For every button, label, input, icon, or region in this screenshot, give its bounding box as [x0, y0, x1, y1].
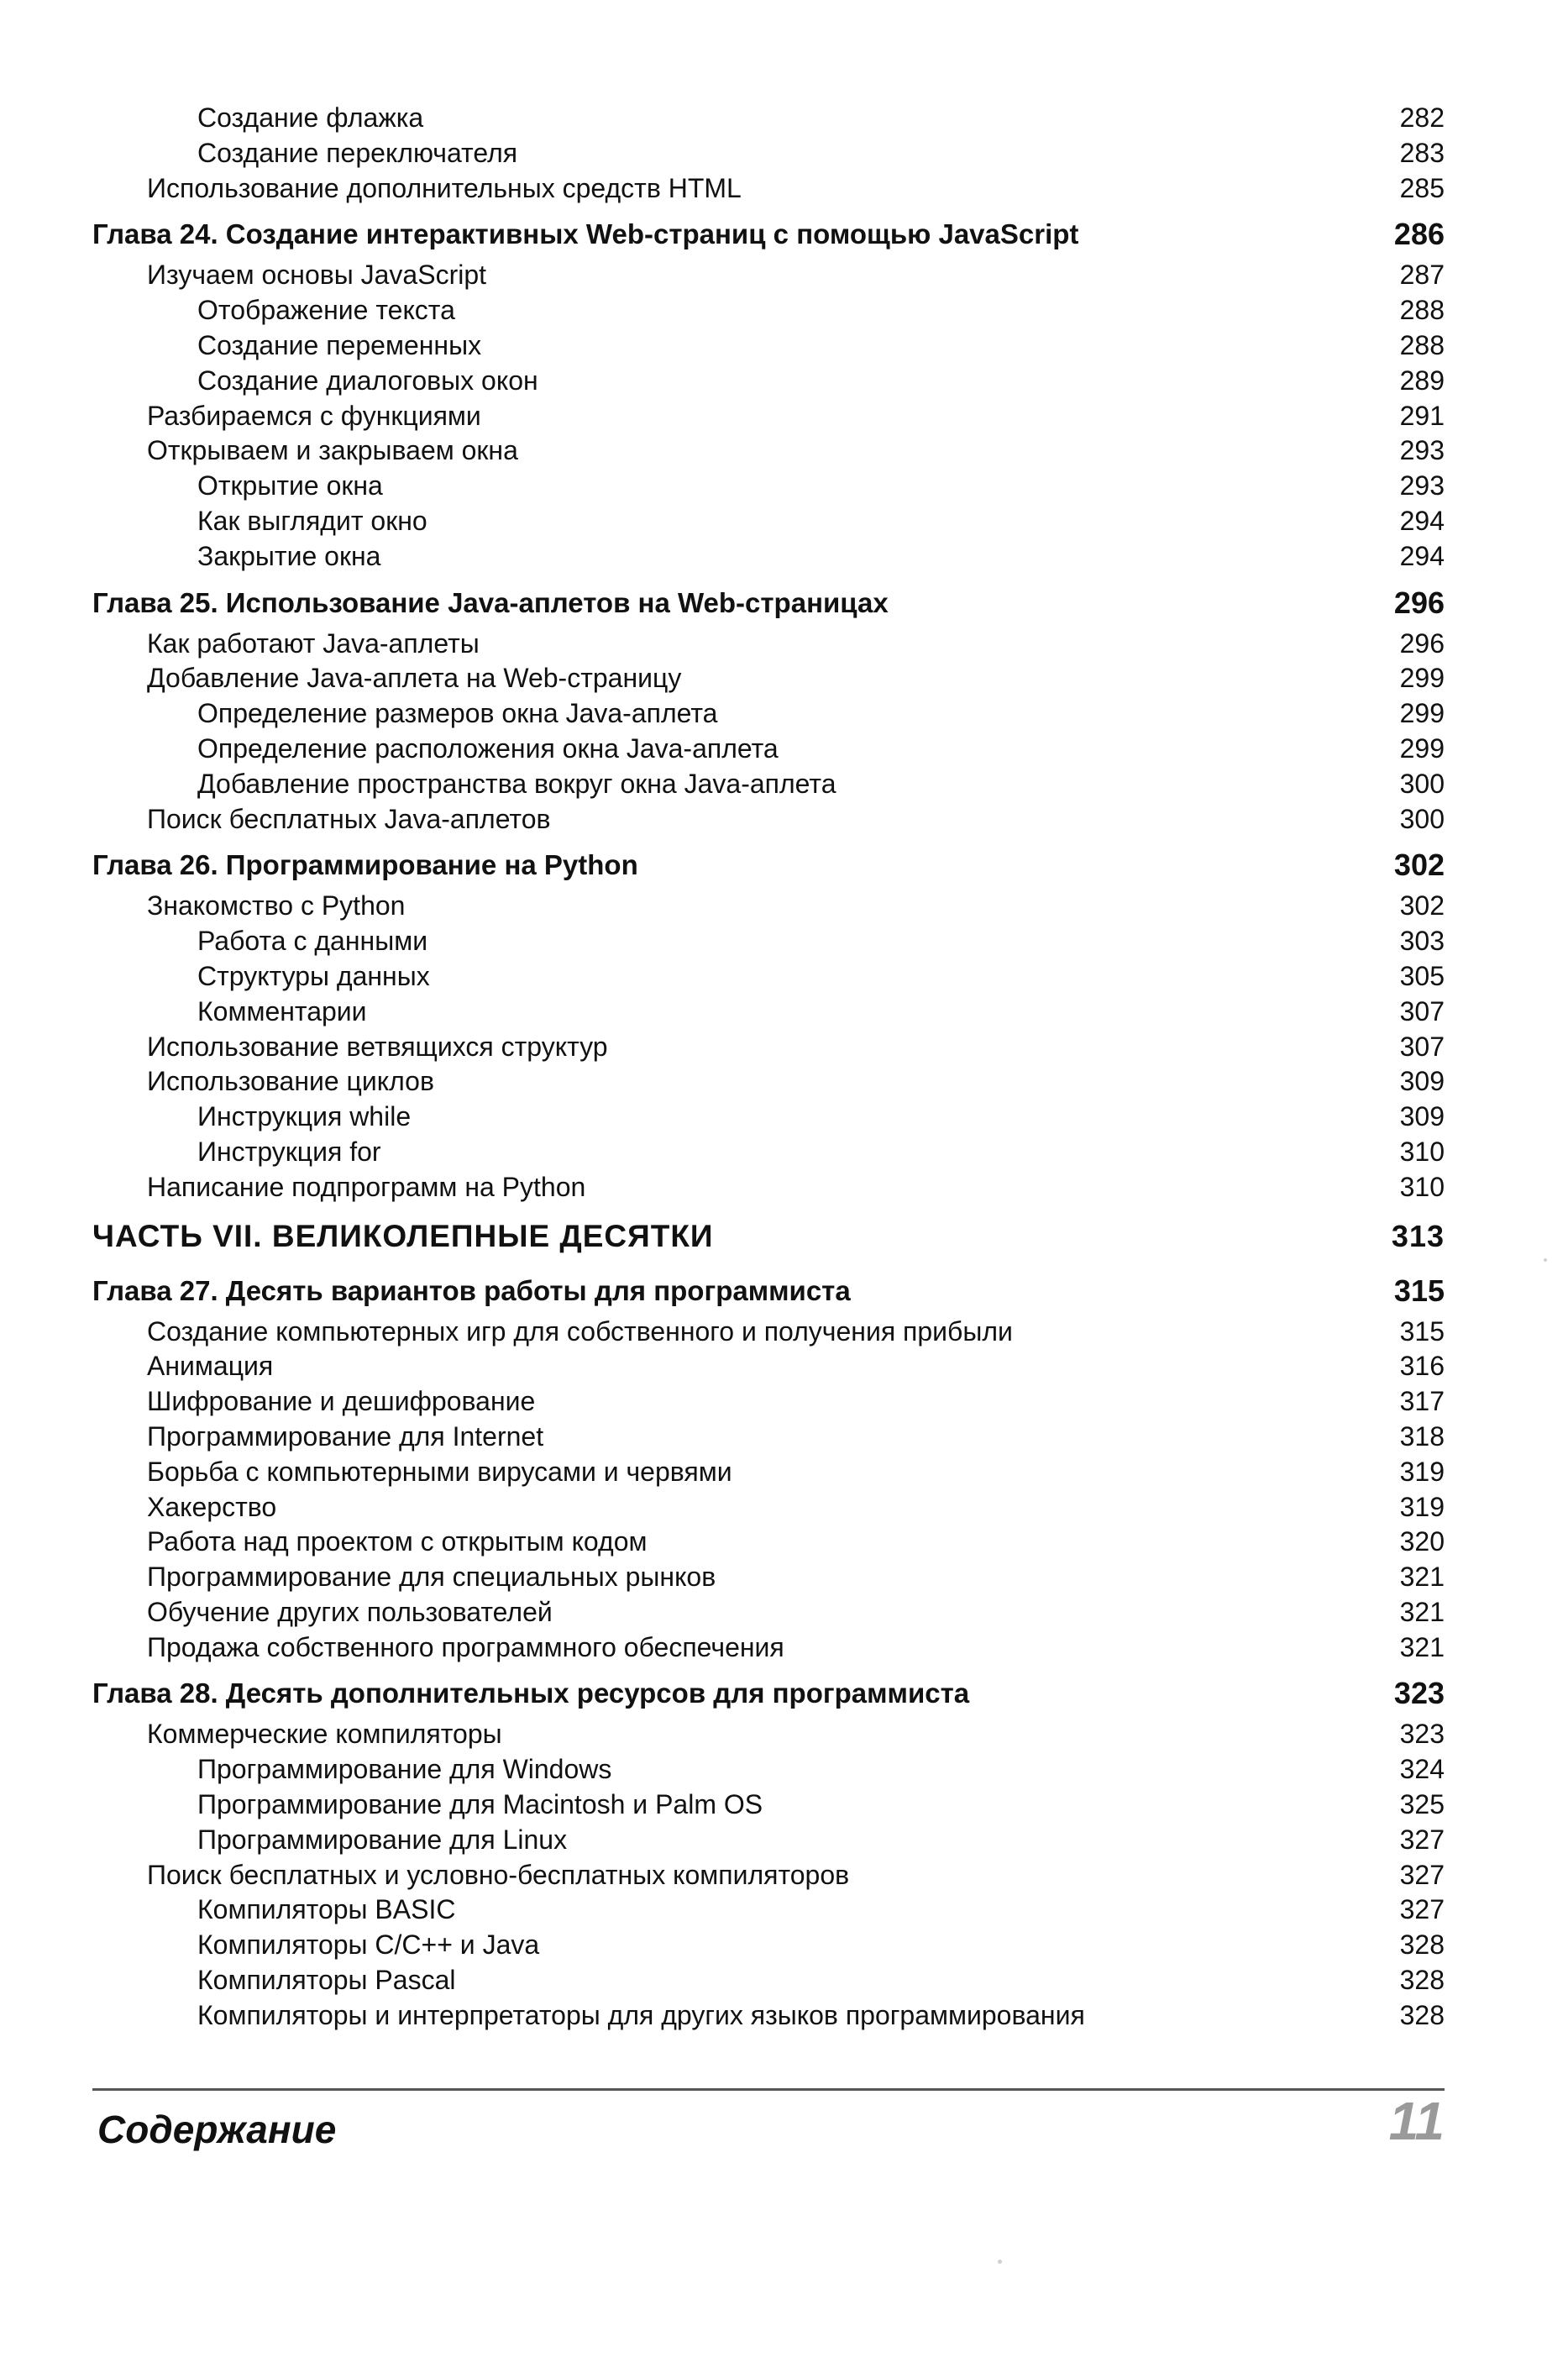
toc-entry-page: 328 — [1399, 1999, 1445, 2030]
toc-entry-page: 282 — [1399, 102, 1445, 133]
toc-entry-title: Инструкция for — [197, 1136, 381, 1167]
toc-entry-page: 315 — [1399, 1315, 1445, 1347]
toc-entry-page: 317 — [1399, 1386, 1445, 1417]
toc-entry — [92, 1560, 1445, 1595]
toc-entry — [92, 328, 1445, 364]
toc-entry-page: 300 — [1399, 768, 1445, 799]
toc-entry-title: Создание переключателя — [197, 137, 518, 168]
toc-entry — [92, 995, 1445, 1030]
toc-entry-page: 286 — [1393, 217, 1445, 252]
toc-entry-title: Создание переменных — [197, 329, 482, 360]
toc-entry-page: 316 — [1399, 1351, 1445, 1382]
toc-entry-title: Работа над проектом с открытым кодом — [147, 1526, 648, 1557]
toc-heading-row — [92, 842, 1445, 889]
toc-entry — [92, 924, 1445, 959]
toc-entry-page: 321 — [1399, 1562, 1445, 1593]
toc-entry — [92, 1030, 1445, 1065]
toc-entry-title: Структуры данных — [197, 960, 430, 991]
toc-entry-title: Глава 27. Десять вариантов работы для программиста — [92, 1274, 851, 1306]
toc-entry-page: 323 — [1393, 1676, 1445, 1711]
toc-entry-title: Использование ветвящихся структур — [147, 1031, 608, 1062]
toc-entry-title: Создание флажка — [197, 102, 424, 133]
toc-entry-page: 303 — [1399, 926, 1445, 957]
toc-entry-page: 291 — [1399, 400, 1445, 431]
toc-entry-page: 296 — [1393, 585, 1445, 620]
toc-entry — [92, 364, 1445, 399]
toc-entry-page: 287 — [1399, 260, 1445, 291]
toc-heading-row — [92, 1268, 1445, 1315]
toc-entry — [92, 627, 1445, 662]
toc-entry-page: 299 — [1399, 732, 1445, 764]
toc-entry-title: Программирование для Linux — [197, 1824, 568, 1855]
toc-entry-page: 309 — [1399, 1066, 1445, 1097]
toc-entry-page: 313 — [1391, 1218, 1445, 1253]
toc-entry-title: Как выглядит окно — [197, 505, 427, 536]
toc-entry — [92, 504, 1445, 539]
toc-entry — [92, 1717, 1445, 1752]
toc-entry-title: Разбираемся с функциями — [147, 400, 481, 431]
toc-entry — [92, 539, 1445, 575]
toc-entry-title: ЧАСТЬ VII. ВЕЛИКОЛЕПНЫЕ ДЕСЯТКИ — [92, 1218, 714, 1253]
toc-entry — [92, 1928, 1445, 1963]
toc-entry — [92, 1384, 1445, 1420]
toc-entry-title: Использование дополнительных средств HTML — [147, 172, 742, 203]
toc-entry-title: Определение расположения окна Java-аплета — [197, 732, 779, 764]
toc-entry-page: 302 — [1399, 890, 1445, 921]
footer-section-title: Содержание — [97, 2108, 337, 2151]
table-of-contents — [92, 101, 1445, 2034]
toc-entry-title: Борьба с компьютерными вирусами и червями — [147, 1456, 732, 1487]
toc-entry — [92, 1630, 1445, 1666]
toc-entry-page: 310 — [1399, 1136, 1445, 1167]
toc-entry-page: 315 — [1393, 1273, 1445, 1308]
toc-heading-row — [92, 1670, 1445, 1717]
toc-entry — [92, 959, 1445, 995]
toc-entry-page: 307 — [1399, 995, 1445, 1026]
toc-entry — [92, 293, 1445, 328]
toc-entry-page: 327 — [1399, 1894, 1445, 1925]
toc-entry-title: Добавление пространства вокруг окна Java-аплета — [197, 768, 836, 799]
toc-entry — [92, 732, 1445, 767]
toc-entry-page: 327 — [1399, 1824, 1445, 1855]
toc-entry-title: Программирование для Internet — [147, 1420, 544, 1452]
toc-entry — [92, 136, 1445, 171]
toc-entry — [92, 1963, 1445, 1998]
toc-entry-page: 305 — [1399, 960, 1445, 991]
toc-entry — [92, 1998, 1445, 2034]
toc-entry-title: Глава 25. Использование Java-аплетов на Web-страницах — [92, 586, 889, 618]
toc-entry-title: Изучаем основы JavaScript — [147, 260, 487, 291]
toc-entry-title: Определение размеров окна Java-аплета — [197, 698, 718, 729]
toc-entry-page: 319 — [1399, 1456, 1445, 1487]
toc-entry-page: 328 — [1399, 1929, 1445, 1961]
toc-entry-title: Работа с данными — [197, 926, 428, 957]
toc-entry — [92, 1349, 1445, 1384]
toc-entry-title: Компиляторы и интерпретаторы для других языков программирования — [197, 1999, 1085, 2030]
toc-entry — [92, 1064, 1445, 1100]
toc-entry-page: 300 — [1399, 803, 1445, 834]
toc-entry-title: Создание компьютерных игр для собственного и получения прибыли — [147, 1315, 1013, 1347]
toc-entry — [92, 1525, 1445, 1560]
toc-entry-title: Компиляторы C/C++ и Java — [197, 1929, 540, 1961]
toc-entry — [92, 1170, 1445, 1205]
toc-entry — [92, 1315, 1445, 1350]
toc-entry-page: 327 — [1399, 1859, 1445, 1890]
toc-heading-row — [92, 211, 1445, 258]
toc-entry-page: 319 — [1399, 1491, 1445, 1522]
toc-entry-page: 325 — [1399, 1789, 1445, 1820]
toc-entry-title: Компиляторы BASIC — [197, 1894, 456, 1925]
toc-entry — [92, 101, 1445, 136]
toc-entry — [92, 1420, 1445, 1455]
toc-entry-title: Обучение других пользователей — [147, 1596, 553, 1627]
toc-entry — [92, 1752, 1445, 1788]
toc-entry — [92, 433, 1445, 469]
toc-entry-title: Хакерство — [147, 1491, 277, 1522]
toc-entry-page: 289 — [1399, 365, 1445, 396]
toc-entry-page: 321 — [1399, 1596, 1445, 1627]
toc-entry-title: Написание подпрограмм на Python — [147, 1171, 586, 1202]
toc-entry-title: Открываем и закрываем окна — [147, 435, 518, 466]
toc-entry-title: Знакомство с Python — [147, 890, 406, 921]
toc-entry-title: Как работают Java-аплеты — [147, 627, 480, 659]
toc-entry-page: 310 — [1399, 1171, 1445, 1202]
toc-entry-page: 299 — [1399, 663, 1445, 694]
toc-entry — [92, 802, 1445, 837]
toc-entry-page: 318 — [1399, 1420, 1445, 1452]
toc-entry-page: 293 — [1399, 435, 1445, 466]
toc-entry — [92, 661, 1445, 696]
toc-entry-page: 283 — [1399, 137, 1445, 168]
toc-heading-row — [92, 1210, 1445, 1263]
toc-entry-title: Шифрование и дешифрование — [147, 1386, 536, 1417]
toc-entry-title: Закрытие окна — [197, 540, 381, 571]
page-number: 11 — [1388, 2091, 1445, 2151]
toc-entry — [92, 171, 1445, 207]
toc-entry-page: 296 — [1399, 627, 1445, 659]
toc-entry — [92, 889, 1445, 924]
toc-entry-page: 320 — [1399, 1526, 1445, 1557]
toc-entry — [92, 1455, 1445, 1490]
paper-speck — [998, 2260, 1002, 2264]
toc-entry-page: 321 — [1399, 1631, 1445, 1662]
toc-entry — [92, 1490, 1445, 1525]
toc-entry-title: Продажа собственного программного обеспечения — [147, 1631, 784, 1662]
toc-entry — [92, 1858, 1445, 1893]
toc-entry — [92, 1135, 1445, 1170]
toc-heading-row — [92, 580, 1445, 627]
toc-entry — [92, 1823, 1445, 1858]
paper-speck — [1544, 1258, 1547, 1262]
toc-entry — [92, 469, 1445, 504]
toc-entry-page: 299 — [1399, 698, 1445, 729]
toc-entry-title: Коммерческие компиляторы — [147, 1719, 502, 1750]
toc-entry-title: Открытие окна — [197, 470, 383, 501]
toc-entry-page: 324 — [1399, 1754, 1445, 1785]
toc-entry-page: 288 — [1399, 295, 1445, 326]
toc-entry-title: Комментарии — [197, 995, 367, 1026]
toc-entry-page: 288 — [1399, 329, 1445, 360]
toc-entry-title: Поиск бесплатных Java-аплетов — [147, 803, 551, 834]
toc-entry-page: 328 — [1399, 1965, 1445, 1996]
toc-entry-title: Поиск бесплатных и условно-бесплатных компиляторов — [147, 1859, 850, 1890]
toc-entry-page: 307 — [1399, 1031, 1445, 1062]
toc-entry-page: 302 — [1393, 848, 1445, 883]
toc-entry — [92, 1595, 1445, 1630]
toc-entry — [92, 1893, 1445, 1928]
toc-entry-title: Инструкция while — [197, 1101, 412, 1132]
toc-entry-page: 293 — [1399, 470, 1445, 501]
toc-entry-title: Компиляторы Pascal — [197, 1965, 456, 1996]
toc-entry-title: Программирование для Windows — [197, 1754, 612, 1785]
toc-entry-title: Анимация — [147, 1351, 274, 1382]
toc-entry — [92, 1788, 1445, 1823]
toc-entry-title: Отображение текста — [197, 295, 455, 326]
toc-entry — [92, 1100, 1445, 1135]
toc-entry-page: 309 — [1399, 1101, 1445, 1132]
toc-entry — [92, 767, 1445, 802]
toc-entry-page: 294 — [1399, 505, 1445, 536]
footer-divider — [92, 2088, 1445, 2091]
toc-entry-page: 294 — [1399, 540, 1445, 571]
toc-entry-page: 323 — [1399, 1719, 1445, 1750]
toc-entry-title: Глава 28. Десять дополнительных ресурсов для программиста — [92, 1677, 970, 1709]
toc-entry-title: Добавление Java-аплета на Web-страницу — [147, 663, 682, 694]
toc-entry — [92, 258, 1445, 293]
toc-entry-title: Создание диалоговых окон — [197, 365, 538, 396]
toc-entry-title: Программирование для специальных рынков — [147, 1562, 716, 1593]
toc-entry-title: Использование циклов — [147, 1066, 434, 1097]
toc-entry-title: Глава 26. Программирование на Python — [92, 849, 638, 881]
toc-entry — [92, 696, 1445, 732]
toc-entry — [92, 399, 1445, 434]
toc-entry-title: Программирование для Macintosh и Palm OS — [197, 1789, 763, 1820]
toc-entry-title: Глава 24. Создание интерактивных Web-страниц с помощью JavaScript — [92, 218, 1079, 250]
toc-entry-page: 285 — [1399, 172, 1445, 203]
